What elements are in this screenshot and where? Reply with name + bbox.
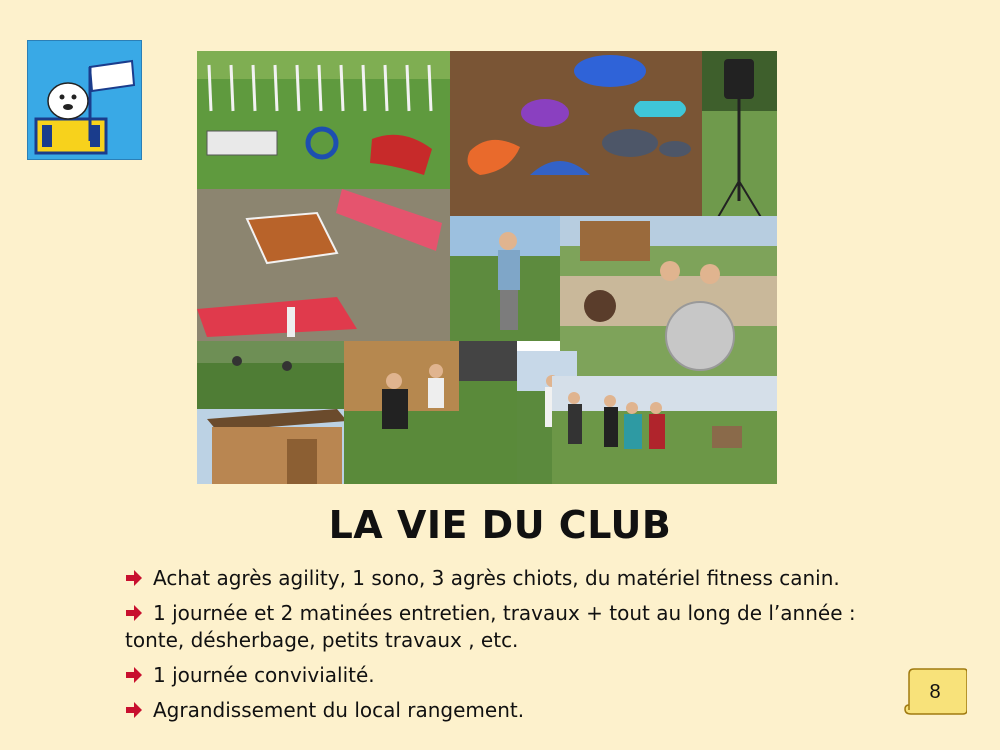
sound-system-photo — [702, 51, 777, 223]
team-work-photo — [552, 376, 777, 484]
arrow-right-icon — [125, 666, 143, 684]
arrow-right-icon — [125, 604, 143, 622]
slide-title: LA VIE DU CLUB — [328, 503, 672, 547]
bullet-text: Achat agrès agility, 1 sono, 3 agrès chiots, du matériel fitness canin. — [153, 566, 840, 590]
bullet-item — [125, 697, 885, 724]
bullet-text: 1 journée convivialité. — [153, 663, 375, 687]
bullet-text-continued: tonte, désherbage, petits travaux , etc. — [125, 628, 519, 652]
conviviality-photo — [560, 216, 777, 376]
page-number-badge — [903, 668, 967, 718]
bullet-item — [125, 662, 885, 689]
arrow-right-icon — [125, 701, 143, 719]
outdoor-work-photo — [197, 341, 344, 409]
arrow-right-icon — [125, 569, 143, 587]
photo-collage — [197, 51, 777, 484]
maintenance-photo — [344, 341, 517, 484]
fitness-equipment-photo — [450, 51, 702, 216]
shed-photo — [197, 409, 355, 484]
bullet-list — [125, 565, 885, 732]
agility-obstacles-photo — [197, 189, 450, 343]
bullet-text: 1 journée et 2 matinées entretien, travaux + tout au long de l’année : — [153, 601, 856, 625]
club-logo — [27, 40, 142, 160]
page-number: 8 — [929, 681, 941, 703]
agility-field-photo — [197, 51, 450, 189]
bullet-item — [125, 600, 885, 654]
bullet-item — [125, 565, 885, 592]
bullet-text: Agrandissement du local rangement. — [153, 698, 525, 722]
volunteers-photo — [450, 216, 560, 341]
